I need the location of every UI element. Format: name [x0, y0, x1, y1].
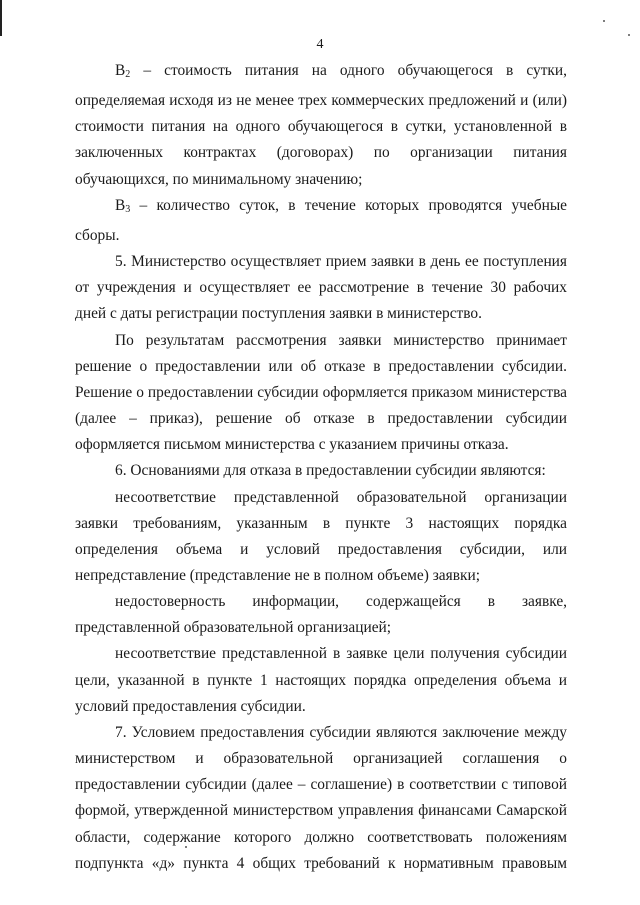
scan-speck [628, 34, 630, 36]
paragraph-item-5: 5. Министерство осуществляет прием заявки в день ее поступления от учреждения и осуществляет ее рассмотрение в течение 30 рабочих дней с даты регистрации поступления заявки в министерство. [75, 253, 567, 323]
scan-edge-mark [0, 0, 2, 36]
document-body [75, 58, 567, 877]
variable-b2: $B_2$ [115, 62, 131, 80]
page-number: 4 [316, 37, 324, 52]
paragraph-review-results: По результатам рассмотрения заявки министерство принимает решение о предоставлении или об отказе в предоставлении субсидии. Решение о предоставлении субсидии оформляется приказом министерства (далее – приказ), решение об отказе в предоставлении субсидии оформляется письмом министерства с указанием причины отказа. [75, 331, 567, 454]
paragraph-b2-definition: $B_2$ – стоимость питания на одного обучающегося в сутки, определяемая исходя из не менее трех коммерческих предложений и (или) стоимости питания на одного обучающегося в сутки, установленной в заключенных контрактах (договорах) по организации питания обучающихся, по минимальному значению; [75, 62, 567, 188]
paragraph-refusal-ground-2: недостоверность информации, содержащейся в заявке, представленной образовательной организацией; [75, 593, 567, 637]
paragraph-b3-definition: $B_3$ – количество суток, в течение которых проводятся учебные сборы. [75, 196, 567, 244]
paragraph-item-6: 6. Основаниями для отказа в предоставлении субсидии являются: [115, 462, 546, 480]
variable-b3: $B_3$ [115, 196, 131, 215]
paragraph-refusal-ground-1: несоответствие представленной образовательной организации заявки требованиям, указанным в пункте 3 настоящих порядка определения объема и условий предоставления субсидии, или непредставление (представление не в полном объеме) заявки; [75, 488, 567, 584]
paragraph-refusal-ground-3: несоответствие представленной в заявке цели получения субсидии цели, указанной в пункте 1 настоящих порядка определения объема и условий предоставления субсидии. [75, 645, 567, 715]
scan-speck [603, 20, 605, 22]
paragraph-item-7: 7. Условием предоставления субсидии являются заключение между министерством и образовательной организацией соглашения о предоставлении субсидии (далее – соглашение) в соответствии с типовой формой, утвержденной министерством управления финансами Самарской области, содержание которого должно соответствовать положениям подпункта «д» пункта 4 общих требований к нормативным правовым [75, 723, 567, 872]
